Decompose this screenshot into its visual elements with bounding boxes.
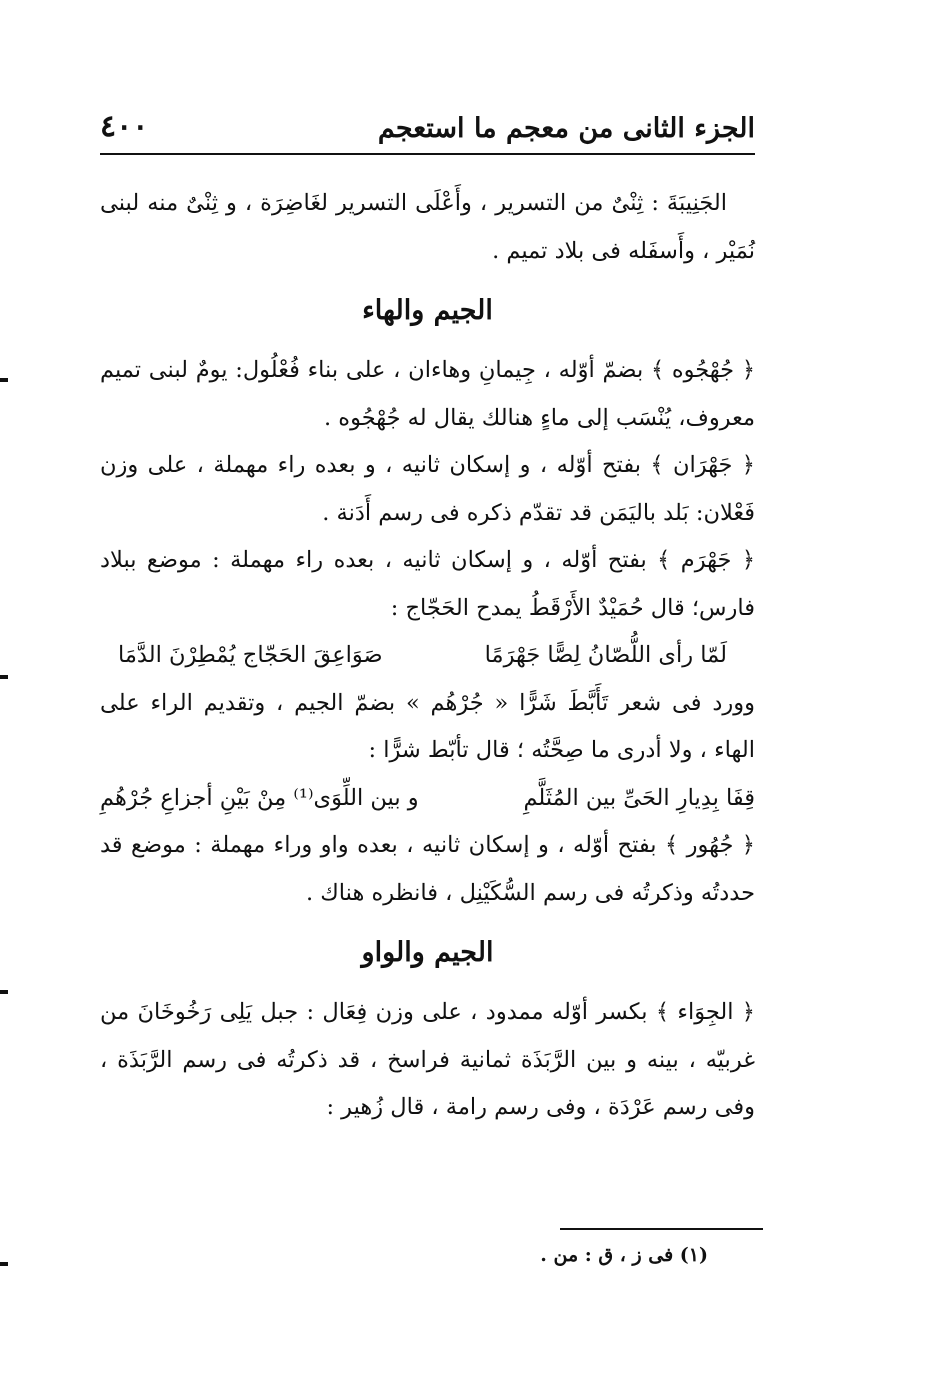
scan-edge-mark bbox=[0, 675, 8, 679]
entry-juhur: ﴿ جُهُور ﴾ بفتح أوّله ، و إسكان ثانيه ، بعده واو وراء مهملة : موضع قد حددتُه وذكرتُه فى رسم السُّكَيْنِل ، فانظره هناك . bbox=[100, 832, 755, 906]
page-body bbox=[100, 180, 755, 1132]
footnote-rule bbox=[560, 1228, 763, 1230]
entry-jahran: ﴿ جَهْرَان ﴾ بفتح أوّله ، و إسكان ثانيه ، و بعده راء مهملة ، على وزن فَعْلان: بَلد باليَمَن قد تقدّم ذكره فى رسم أَدَنة . bbox=[100, 452, 755, 526]
note-jurhum: وورد فى شعر تَأَبَّطَ شَرًّا « جُرْهُم » بضمّ الجيم ، وتقديم الراء على الهاء ، ولا أدرى ما صِحَّتُه ؛ قال تأبّط شرًّا : bbox=[100, 689, 755, 763]
entry-al-jiwa: ﴿ الجِوَاء ﴾ بكسر أوّله ممدود ، على وزن فِعَال : جبل يَلِى رَخُوخَانَ من غربيّه ، بينه و بين الرَّبَذَة ثمانية فراسخ ، قد ذكرتُه فى رسم الرَّبَذَة ، وفى رسم عَرْدَة ، وفى رسم رامة ، قال زُهير : bbox=[100, 999, 755, 1120]
verse-hemistich-right: لَمّا رأى اللُّصّانُ لِصًّا جَهْرَمًا bbox=[484, 642, 727, 668]
verse-hemistich-left: و بين اللِّوَى⁽¹⁾ مِنْ بَيْنِ أجزاعِ جُرْهُمِ bbox=[100, 784, 419, 811]
verse-hemistich-right: قِفَا بِدِيارِ الحَىِّ بين المُثَلَّمِ bbox=[523, 784, 755, 811]
page-header bbox=[100, 96, 755, 146]
scan-edge-mark bbox=[0, 990, 8, 994]
scan-edge-mark bbox=[0, 378, 8, 382]
section-heading-jim-waw: الجيم والواو bbox=[361, 937, 494, 968]
footnote: (١) فى ز ، ق : من . bbox=[540, 1244, 708, 1266]
entry-juhjuh: ﴿ جُهْجُوه ﴾ بضمّ أوّله ، جِيمانِ وهاءان ، على بناء فُعْلُول: يومٌ لبنى تميم معروف، يُنْسَب إلى ماءٍ هنالك يقال له جُهْجُوه . bbox=[100, 357, 755, 431]
header-rule bbox=[100, 153, 755, 155]
page-number: ٤٠٠ bbox=[100, 109, 149, 144]
verse-taabbata-sharran bbox=[100, 775, 755, 823]
intro-paragraph: الجَنِيبَةَ : ثِنْىٌ من التسرير ، وأَعْلَى التسرير لغَاضِرَة ، و ثِنْىٌ منه لبنى نُمَيْر ، وأَسفَله فى بلاد تميم . bbox=[100, 190, 755, 264]
scan-edge-mark bbox=[0, 1262, 8, 1266]
entry-jahram: ﴿ جَهْرَم ﴾ بفتح أوّله ، و إسكان ثانيه ، بعده راء مهملة : موضع ببلاد فارس؛ قال حُمَيْدٌ الأَرْقَطُ يمدح الحَجّاج : bbox=[100, 547, 755, 621]
verse-hemistich-left: صَوَاعِقَ الحَجّاج يُمْطِرْنَ الدَّمَا bbox=[118, 642, 383, 668]
running-title: الجزء الثانى من معجم ما استعجم bbox=[377, 113, 755, 144]
verse-hajjaj bbox=[100, 632, 755, 680]
section-heading-jim-ha: الجيم والهاء bbox=[362, 295, 493, 326]
